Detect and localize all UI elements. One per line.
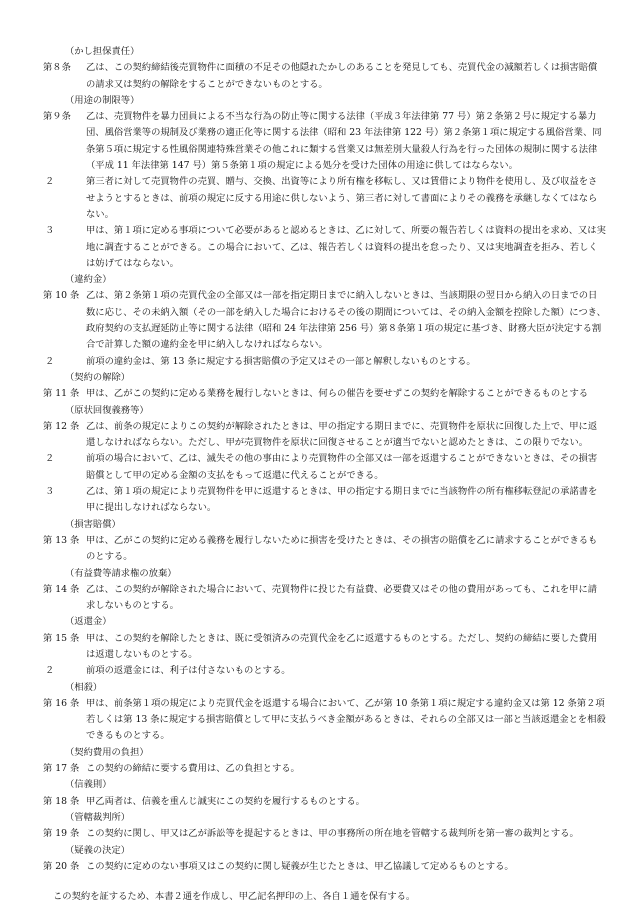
- paragraph-text: この契約に関し、甲又は乙が訴訟等を提起するときは、甲の事務所の所在地を管轄する裁判所を第一審の裁判とする。: [86, 828, 579, 840]
- section-heading: （契約費用の負担）: [65, 746, 149, 758]
- section-heading: （違約金）: [65, 274, 112, 286]
- article-paragraph: [43, 288, 606, 353]
- section-heading: （契約の解除）: [65, 371, 131, 383]
- section-heading: （かし担保責任）: [65, 46, 140, 57]
- paragraph-text: 甲乙両者は、信義を重んじ誠実にこの契約を履行するものとする。: [86, 795, 365, 807]
- section-heading: （損害賠償）: [65, 518, 121, 530]
- paragraph-text: この契約の締結に要する費用は、乙の負担とする。: [86, 763, 300, 775]
- contract-body: [43, 44, 606, 875]
- sub-paragraph: [43, 484, 606, 517]
- paragraph-text: 乙は、この契約締結後売買物件に面積の不足その他隠れたかしのあることを発見しても、売買代金の減額若しくは損害賠償の請求又は契約の解除をすることができないものとする。: [86, 62, 598, 90]
- paragraph-text: 甲は、乙がこの契約に定める義務を履行しないために損害を受けたときは、その損害の賠償を乙に請求することができるものとする。: [86, 534, 598, 563]
- section-heading: （信義則）: [65, 779, 112, 791]
- sub-paragraph: [43, 354, 606, 370]
- article-number: 第 13 条: [43, 534, 80, 546]
- article-paragraph: [43, 631, 606, 664]
- section-heading: （管轄裁判所）: [65, 811, 131, 823]
- article-paragraph: [43, 109, 606, 174]
- section-heading: （相殺）: [65, 681, 103, 693]
- item-number: ２: [45, 176, 55, 188]
- article-number: 第 15 条: [43, 632, 80, 644]
- article-paragraph: [43, 794, 606, 810]
- article-paragraph: [43, 859, 606, 875]
- paragraph-text: この契約に定めのない事項又はこの契約に関し疑義が生じたときは、甲乙協議して定めるものとする。: [86, 860, 514, 872]
- item-number: ３: [45, 225, 55, 237]
- article-number: 第 16 条: [43, 697, 80, 709]
- article-number: 第 11 条: [43, 388, 80, 400]
- sub-paragraph: [43, 223, 606, 272]
- article-number: 第 12 条: [43, 420, 80, 432]
- paragraph-text: 乙は、この契約が解除された場合において、売買物件に投じた有益費、必要費又はその他の費用があっても、これを甲に請求しないものとする。: [86, 583, 598, 612]
- article-paragraph: [43, 582, 606, 615]
- sub-paragraph: [43, 663, 606, 679]
- paragraph-text: 甲は、乙がこの契約に定める業務を履行しないときは、何らの催告を要せずこの契約を解除することができるものとする: [86, 388, 589, 400]
- paragraph-text: 甲は、第１項に定める事項について必要があると認めるときは、乙に対して、所要の報告若しくは資料の提出を求め、又は実地に調査することができる。この場合において、乙は、報告若しくは資料の提出を怠ったり、又は実地調査を拒み、若しくは妨げてはならない。: [86, 225, 606, 269]
- paragraph-text: 乙は、第２条第１項の売買代金の全部又は一部を指定期日までに納入しないときは、当該期限の翌日から納入の日までの日数に応じ、その未納入額（その一部を納入した場合におけるその後の期間については、その納入金額を控除した額）につき、政府契約の支払遅延防止等に関する法律（昭和 24 年法律第 256 号）第８条第１項の規定に基づき、財務大臣が決定する割合で計算した額の違約金を甲に納入しなければならない。: [86, 290, 606, 351]
- paragraph-text: 乙は、第１項の規定により売買物件を甲に返還するときは、甲の指定する期日までに当該物件の所有権移転登記の承諾書を甲に提出しなければならない。: [86, 486, 598, 514]
- article-number: 第９条: [43, 111, 71, 123]
- spacer: [43, 875, 606, 889]
- paragraph-text: 前項の返還金には、利子は付さないものとする。: [86, 665, 291, 677]
- article-paragraph: [43, 761, 606, 777]
- section-heading: （用途の制限等）: [65, 94, 140, 106]
- sub-paragraph: [43, 451, 606, 484]
- section-heading: （返還金）: [65, 616, 112, 628]
- paragraph-text: 前項の違約金は、第 13 条に規定する損害賠償の予定又はその一部と解釈しないものとする。: [86, 355, 476, 367]
- item-number: ２: [45, 355, 55, 367]
- item-number: ２: [45, 665, 55, 677]
- paragraph-text: 甲は、この契約を解除したときは、既に受領済みの売買代金を乙に返還するものとする。ただし、契約の締結に要した費用は返還しないものとする。: [86, 632, 598, 660]
- item-number: ２: [45, 453, 55, 465]
- sub-paragraph: [43, 174, 606, 223]
- article-paragraph: [43, 826, 606, 842]
- article-number: 第 14 条: [43, 583, 80, 595]
- article-number: 第 19 条: [43, 828, 80, 840]
- section-heading: （原状回復義務等）: [65, 404, 149, 416]
- section-heading: （有益費等請求権の放棄）: [65, 567, 177, 579]
- closing-statement: この契約を証するため、本書２通を作成し、甲乙記名押印の上、各自１通を保有する。: [53, 891, 416, 903]
- article-number: 第 10 条: [43, 290, 80, 302]
- article-number: 第８条: [43, 62, 71, 74]
- section-heading: （疑義の決定）: [65, 844, 131, 856]
- article-number: 第 17 条: [43, 763, 80, 775]
- paragraph-text: 甲は、前条第１項の規定により売買代金を返還する場合において、乙が第 10 条第１項に規定する違約金又は第 12 条第２項若しくは第 13 条に規定する損害賠償として甲に支払うべき金額があるときは、それらの全部又は一部と当該返還金とを相殺できるものとする。: [86, 697, 606, 742]
- paragraph-text: 乙は、売買物件を暴力団員による不当な行為の防止等に関する法律（平成３年法律第 77 号）第２条第２号に規定する暴力団、風俗営業等の規制及び業務の適正化等に関する法律（昭和 23 年法律第 122 号）第２条第１項に規定する風俗営業、同条第５項に規定する性風俗関連特殊営業その他これに類する営業又は無差別大量殺人行為を行った団体の規制に関する法律（平成 11 年法律第 147 号）第５条第１項の規定による処分を受けた団体の用途に供してはならない。: [86, 111, 602, 172]
- article-number: 第 18 条: [43, 795, 80, 807]
- article-paragraph: [43, 533, 606, 566]
- paragraph-text: 乙は、前条の規定によりこの契約が解除されたときは、甲の指定する期日までに、売買物件を原状に回復した上で、甲に返還しなければならない。ただし、甲が売買物件を原状に回復させることが適当でないと認めたときは、この限りでない。: [86, 420, 598, 449]
- article-paragraph: [43, 696, 606, 745]
- article-paragraph: [43, 386, 606, 402]
- article-paragraph: [43, 60, 606, 93]
- article-paragraph: [43, 419, 606, 452]
- paragraph-text: 第三者に対して売買物件の売買、贈与、交換、出資等により所有権を移転し、又は賃借により物件を使用し、及び収益をさせようとするときは、前項の規定に反する用途に供しないよう、第三者に対して書面によりその義務を承継しなくてはならない。: [86, 176, 598, 220]
- paragraph-text: 前項の場合において、乙は、滅失その他の事由により売買物件の全部又は一部を返還することができないときは、その損害賠償として甲の定める金額の支払をもって返還に代えることができる。: [86, 453, 598, 481]
- item-number: ３: [45, 486, 55, 498]
- article-number: 第 20 条: [43, 860, 80, 872]
